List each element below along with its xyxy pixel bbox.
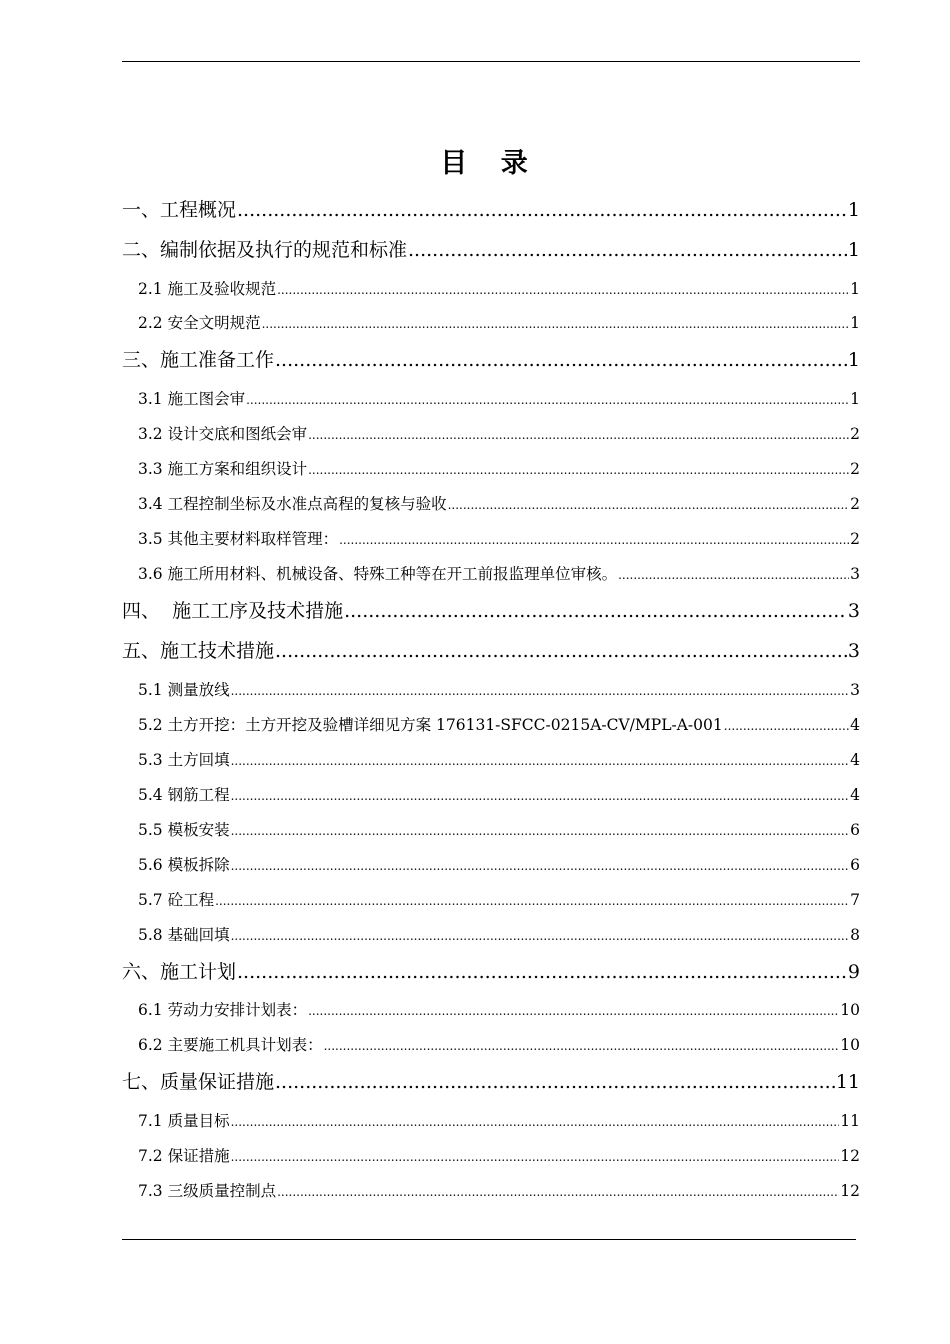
toc-leader-dots bbox=[231, 851, 850, 881]
toc-entry-5-1[interactable] bbox=[122, 675, 860, 705]
toc-page-number: 1 bbox=[847, 199, 860, 221]
toc-page-number: 2 bbox=[850, 425, 860, 443]
toc-page-number: 7 bbox=[850, 891, 860, 909]
toc-leader-dots bbox=[215, 886, 849, 916]
toc-page-number: 1 bbox=[847, 349, 860, 371]
toc-page-number: 11 bbox=[835, 1071, 860, 1093]
toc-leader-dots bbox=[275, 1064, 835, 1100]
toc-entry-label: 3.3 施工方案和组织设计 bbox=[138, 460, 308, 478]
toc-entry-label: 3.5 其他主要材料取样管理： bbox=[138, 530, 339, 548]
toc-entry-label: 5.7 砼工程 bbox=[138, 891, 215, 909]
toc-leader-dots bbox=[277, 1177, 839, 1207]
toc-entry-7[interactable] bbox=[122, 1064, 860, 1100]
toc-leader-dots bbox=[275, 342, 847, 378]
toc-leader-dots bbox=[231, 781, 850, 811]
toc-leader-dots bbox=[246, 385, 849, 415]
toc-entry-7-3[interactable] bbox=[122, 1176, 860, 1206]
toc-page-number: 3 bbox=[847, 640, 860, 662]
toc-leader-dots bbox=[231, 1107, 840, 1137]
toc-page-number: 4 bbox=[850, 716, 860, 734]
toc-page-number: 10 bbox=[840, 1036, 860, 1054]
toc-page-number: 2 bbox=[850, 530, 860, 548]
toc-page-number: 3 bbox=[850, 681, 860, 699]
toc-entry-label: 三、施工准备工作 bbox=[122, 349, 275, 371]
toc-entry-2-2[interactable] bbox=[122, 308, 860, 338]
toc-entry-3-3[interactable] bbox=[122, 454, 860, 484]
toc-page-number: 10 bbox=[840, 1001, 860, 1019]
toc-page-number: 12 bbox=[840, 1182, 860, 1200]
toc-entry-3-6[interactable] bbox=[122, 559, 860, 589]
toc-entry-7-1[interactable] bbox=[122, 1106, 860, 1136]
toc-entry-label: 7.3 三级质量控制点 bbox=[138, 1182, 277, 1200]
toc-leader-dots bbox=[618, 560, 849, 590]
toc-entry-label: 5.8 基础回填 bbox=[138, 926, 230, 944]
toc-entry-3-1[interactable] bbox=[122, 384, 860, 414]
toc-entry-3-5[interactable] bbox=[122, 524, 860, 554]
toc-page-number: 12 bbox=[840, 1147, 860, 1165]
toc-page-number: 1 bbox=[850, 314, 860, 332]
header-rule bbox=[122, 61, 860, 62]
toc-entry-label: 五、施工技术措施 bbox=[122, 640, 275, 662]
toc-leader-dots bbox=[277, 275, 849, 305]
toc-entry-label: 2.2 安全文明规范 bbox=[138, 314, 261, 332]
toc-entry-label: 7.2 保证措施 bbox=[138, 1147, 230, 1165]
toc-entry-label: 5.1 测量放线 bbox=[138, 681, 230, 699]
toc-leader-dots bbox=[237, 954, 847, 990]
toc-entry-label: 7.1 质量目标 bbox=[138, 1112, 230, 1130]
toc-entry-1[interactable] bbox=[122, 192, 860, 228]
toc-leader-dots bbox=[324, 1031, 840, 1061]
toc-entry-label: 四、 施工工序及技术措施 bbox=[122, 600, 344, 622]
toc-leader-dots bbox=[275, 633, 847, 669]
toc-page-number: 4 bbox=[850, 786, 860, 804]
toc-entry-label: 一、工程概况 bbox=[122, 199, 237, 221]
toc-entry-label: 3.6 施工所用材料、机械设备、特殊工种等在开工前报监理单位审核。 bbox=[138, 565, 618, 583]
toc-entry-label: 3.2 设计交底和图纸会审 bbox=[138, 425, 308, 443]
toc-page-number: 2 bbox=[850, 495, 860, 513]
toc-leader-dots bbox=[344, 593, 847, 629]
toc-entry-label: 6.1 劳动力安排计划表： bbox=[138, 1001, 308, 1019]
toc-entry-7-2[interactable] bbox=[122, 1141, 860, 1171]
toc-entry-3-4[interactable] bbox=[122, 489, 860, 519]
toc-leader-dots bbox=[237, 192, 847, 228]
toc-entry-5-8[interactable] bbox=[122, 920, 860, 950]
toc-leader-dots bbox=[308, 996, 839, 1026]
toc-entry-5[interactable] bbox=[122, 633, 860, 669]
toc-leader-dots bbox=[724, 711, 849, 741]
toc-entry-label: 二、编制依据及执行的规范和标准 bbox=[122, 239, 408, 261]
toc-page-number: 3 bbox=[847, 600, 860, 622]
page-title: 目 录 bbox=[440, 148, 540, 179]
toc-page-number: 2 bbox=[850, 460, 860, 478]
toc-entry-label: 七、质量保证措施 bbox=[122, 1071, 275, 1093]
toc-page-number: 6 bbox=[850, 856, 860, 874]
toc-page-number: 6 bbox=[850, 821, 860, 839]
toc-entry-label: 六、施工计划 bbox=[122, 961, 237, 983]
toc-entry-6[interactable] bbox=[122, 954, 860, 990]
toc-entry-label: 5.2 土方开挖：土方开挖及验槽详细见方案 176131-SFCC-0215A-CV/MPL-A-001 bbox=[138, 716, 723, 734]
toc-entry-5-4[interactable] bbox=[122, 780, 860, 810]
toc-leader-dots bbox=[339, 525, 849, 555]
toc-leader-dots bbox=[408, 232, 847, 268]
toc-entry-2-1[interactable] bbox=[122, 274, 860, 304]
toc-leader-dots bbox=[231, 816, 850, 846]
toc-page-number: 9 bbox=[847, 961, 860, 983]
toc-leader-dots bbox=[231, 1142, 840, 1172]
toc-entry-5-6[interactable] bbox=[122, 850, 860, 880]
toc-entry-label: 3.4 工程控制坐标及水准点高程的复核与验收 bbox=[138, 495, 447, 513]
toc-entry-label: 5.6 模板拆除 bbox=[138, 856, 230, 874]
toc-entry-6-1[interactable] bbox=[122, 995, 860, 1025]
toc-leader-dots bbox=[231, 676, 850, 706]
toc-entry-5-3[interactable] bbox=[122, 745, 860, 775]
toc-page-number: 4 bbox=[850, 751, 860, 769]
toc-entry-3[interactable] bbox=[122, 342, 860, 378]
toc-leader-dots bbox=[231, 746, 850, 776]
toc-entry-label: 5.5 模板安装 bbox=[138, 821, 230, 839]
toc-page-number: 1 bbox=[847, 239, 860, 261]
toc-page-number: 3 bbox=[850, 565, 860, 583]
toc-entry-2[interactable] bbox=[122, 232, 860, 268]
toc-entry-label: 5.3 土方回填 bbox=[138, 751, 230, 769]
toc-leader-dots bbox=[262, 309, 850, 339]
toc-entry-6-2[interactable] bbox=[122, 1030, 860, 1060]
toc-entry-label: 3.1 施工图会审 bbox=[138, 390, 246, 408]
toc-leader-dots bbox=[448, 490, 850, 520]
toc-leader-dots bbox=[308, 420, 849, 450]
toc-entry-5-2[interactable] bbox=[122, 710, 860, 740]
toc-page-number: 1 bbox=[850, 280, 860, 298]
toc-entry-4[interactable] bbox=[122, 593, 860, 629]
toc-leader-dots bbox=[231, 921, 850, 951]
toc-entry-label: 5.4 钢筋工程 bbox=[138, 786, 230, 804]
toc-entry-label: 2.1 施工及验收规范 bbox=[138, 280, 277, 298]
footer-rule bbox=[122, 1239, 856, 1240]
toc-entry-5-7[interactable] bbox=[122, 885, 860, 915]
toc-entry-3-2[interactable] bbox=[122, 419, 860, 449]
toc-page-number: 11 bbox=[840, 1112, 860, 1130]
toc-page-number: 1 bbox=[850, 390, 860, 408]
toc-entry-5-5[interactable] bbox=[122, 815, 860, 845]
toc-leader-dots bbox=[308, 455, 849, 485]
toc-page-number: 8 bbox=[850, 926, 860, 944]
toc-entry-label: 6.2 主要施工机具计划表： bbox=[138, 1036, 323, 1054]
